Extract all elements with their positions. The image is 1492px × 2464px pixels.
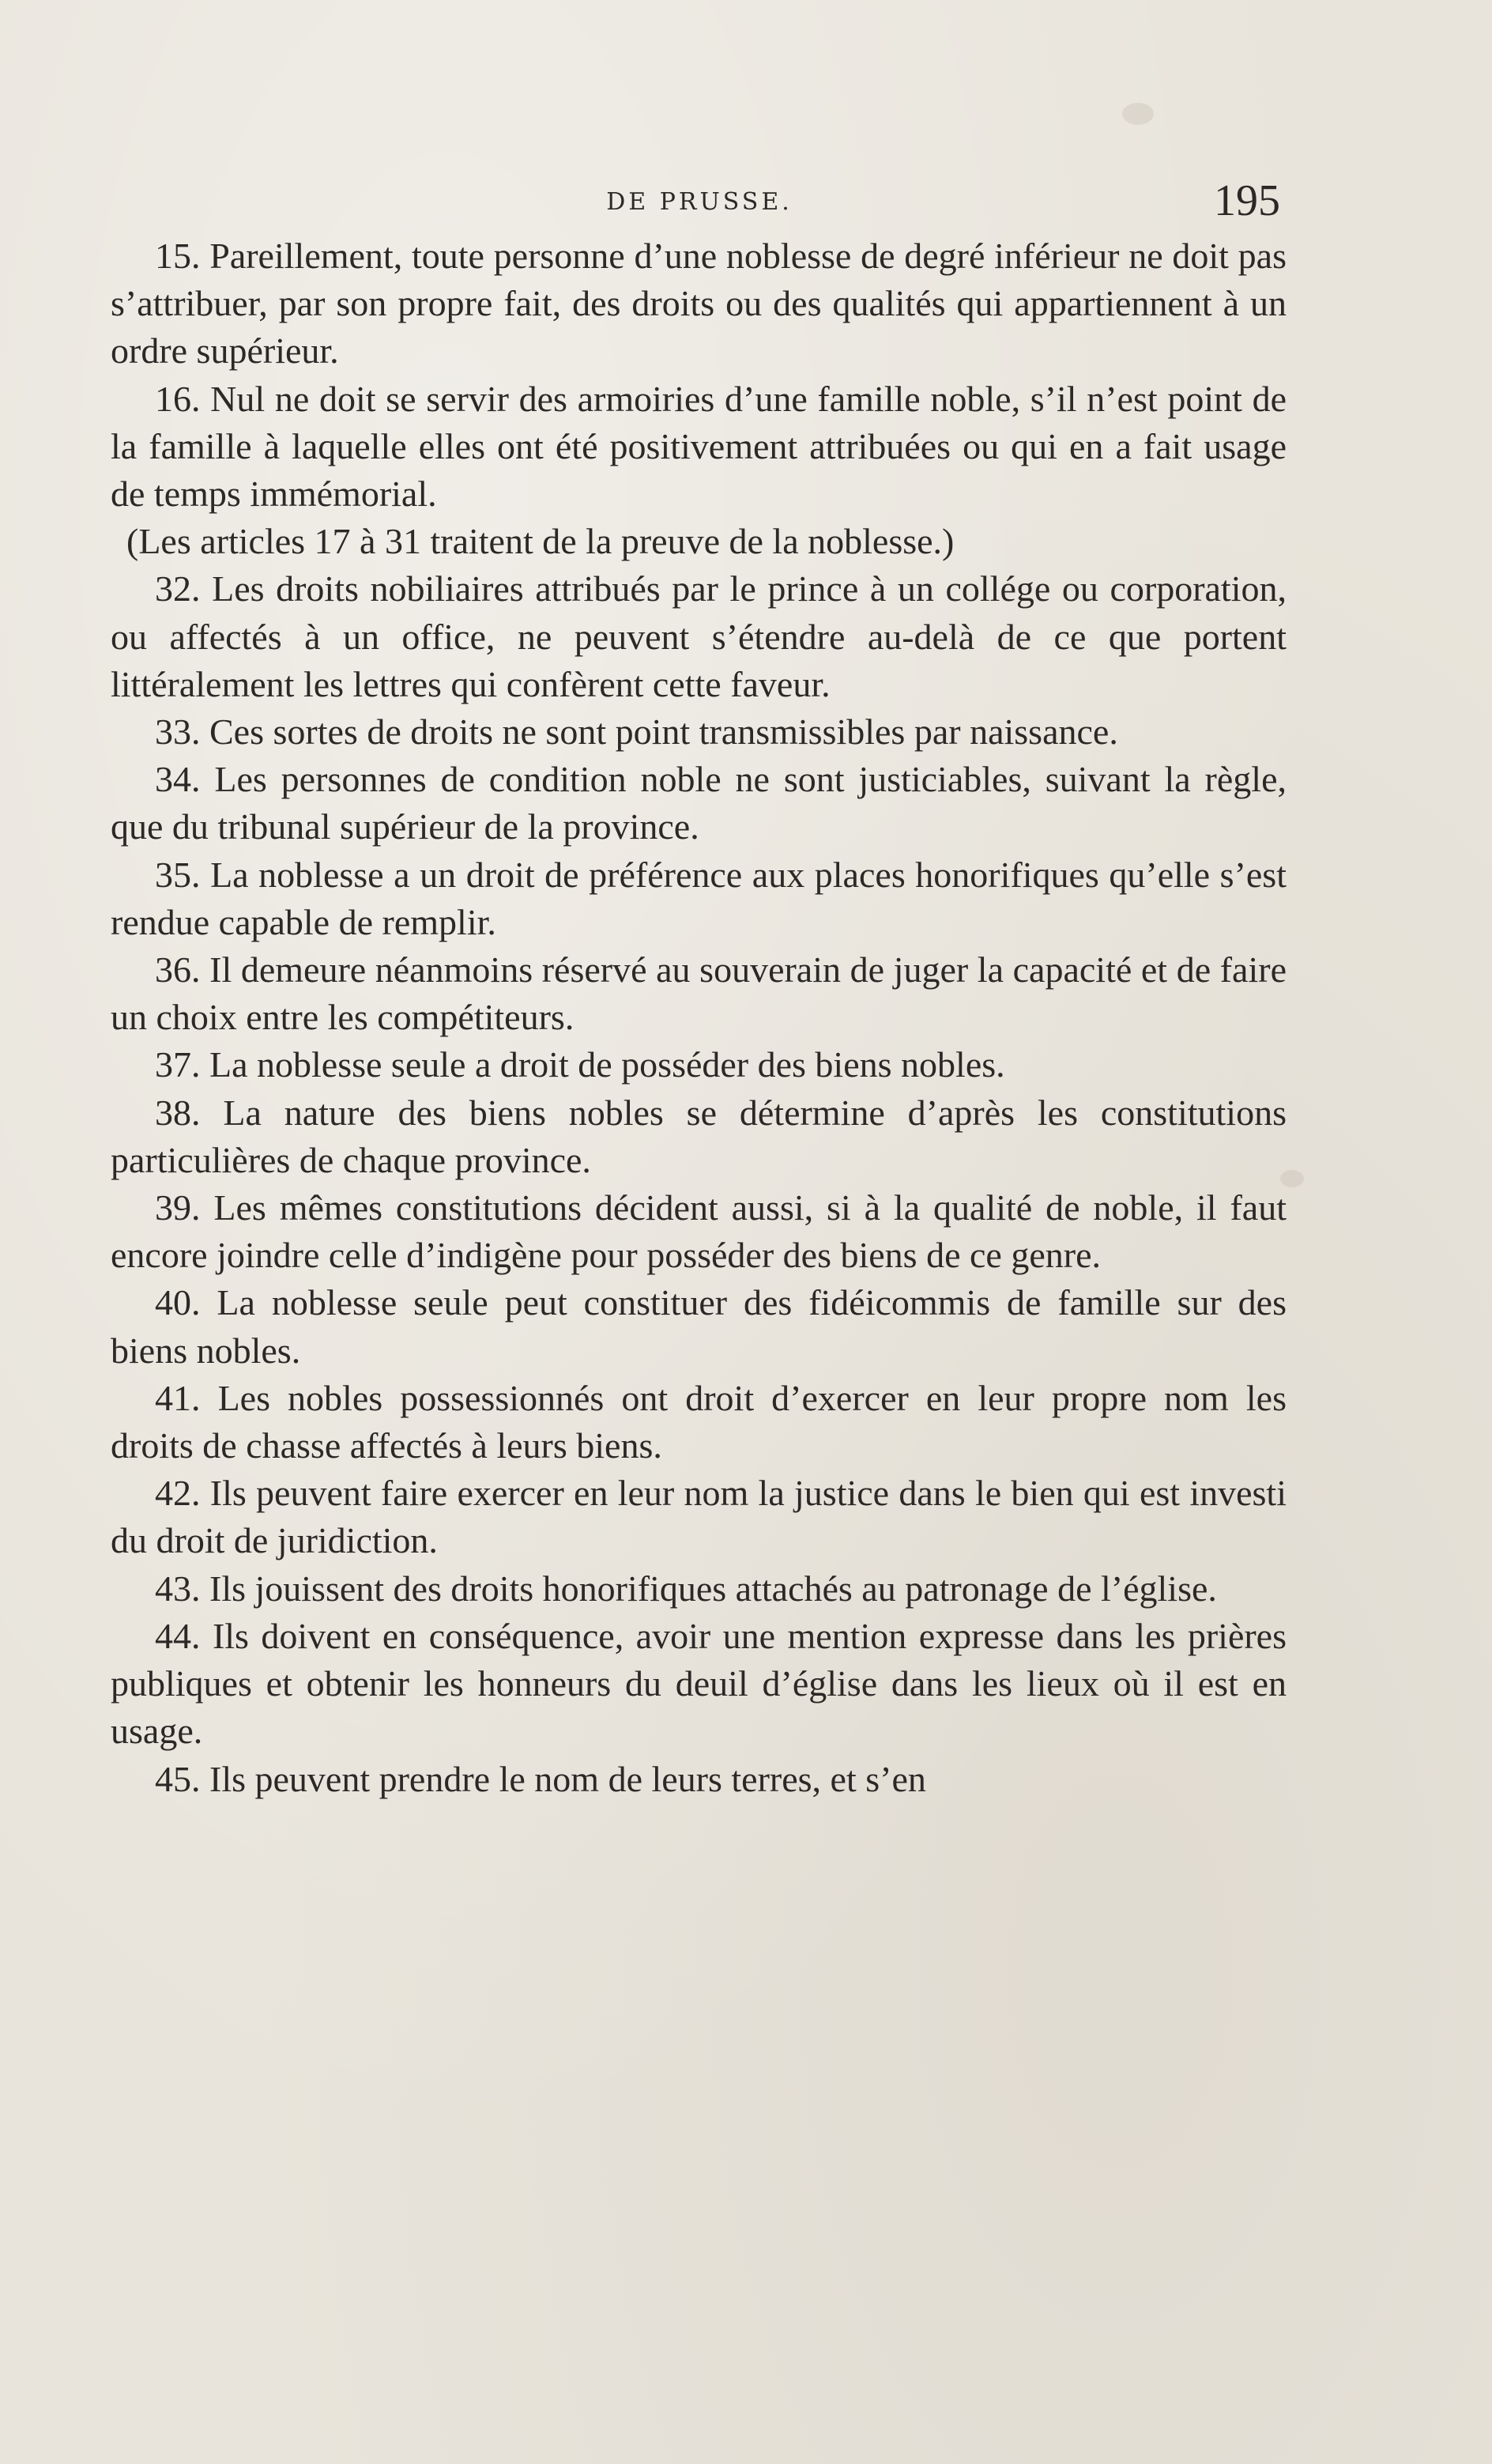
running-title: DE PRUSSE.: [606, 188, 793, 216]
article-33: 33. Ces sortes de droits ne sont point transmissibles par naissance.: [155, 711, 1118, 753]
article-39: 39. Les mêmes constitutions décident aussi, si à la qualité de noble, il faut encore joindre celle d’indigène pour posséder des biens de ce genre.: [111, 1187, 1287, 1276]
article-43: 43. Ils jouissent des droits honorifiques attachés au patronage de l’église.: [155, 1568, 1217, 1609]
article-15: 15. Pareillement, toute personne d’une noblesse de degré inférieur ne doit pas s’attribuer, par son propre fait, des droits ou des qualités qui appartiennent à un ordre supérieur.: [111, 236, 1287, 372]
page-number: 195: [1214, 176, 1280, 225]
article-41: 41. Les nobles possessionnés ont droit d’exercer en leur propre nom les droits de chasse affectés à leurs biens.: [111, 1377, 1287, 1466]
article-42: 42. Ils peuvent faire exercer en leur nom la justice dans le bien qui est investi du droit de juridiction.: [111, 1473, 1287, 1561]
article-38: 38. La nature des biens nobles se détermine d’après les constitutions particulières de chaque province.: [111, 1092, 1287, 1180]
paper-stain: [1122, 103, 1154, 125]
article-40: 40. La noblesse seule peut constituer des fidéicommis de famille sur des biens nobles.: [111, 1282, 1287, 1371]
article-35: 35. La noblesse a un droit de préférence aux places honorifiques qu’elle s’est rendue capable de remplir.: [111, 854, 1287, 942]
articles-17-31-note: (Les articles 17 à 31 traitent de la preuve de la noblesse.): [126, 521, 955, 562]
article-32: 32. Les droits nobiliaires attribués par le prince à un collége ou corporation, ou affectés à un office, ne peuvent s’étendre au-delà de ce que portent littéralement les lettres qui confèrent cette faveur.: [111, 568, 1287, 704]
body-text: [111, 232, 1287, 1803]
article-44: 44. Ils doivent en conséquence, avoir une mention expresse dans les prières publiques et obtenir les honneurs du deuil d’église dans les lieux où il est en usage.: [111, 1615, 1287, 1752]
article-36: 36. Il demeure néanmoins réservé au souverain de juger la capacité et de faire un choix entre les compétiteurs.: [111, 949, 1287, 1038]
article-45: 45. Ils peuvent prendre le nom de leurs terres, et s’en: [155, 1758, 926, 1799]
running-head: [119, 176, 1280, 228]
article-37: 37. La noblesse seule a droit de posséder des biens nobles.: [155, 1044, 1005, 1085]
article-16: 16. Nul ne doit se servir des armoiries d’une famille noble, s’il n’est point de la famille à laquelle elles ont été positivement attribuées ou qui en a fait usage de temps immémorial.: [111, 378, 1287, 515]
article-34: 34. Les personnes de condition noble ne sont justiciables, suivant la règle, que du tribunal supérieur de la province.: [111, 759, 1287, 847]
